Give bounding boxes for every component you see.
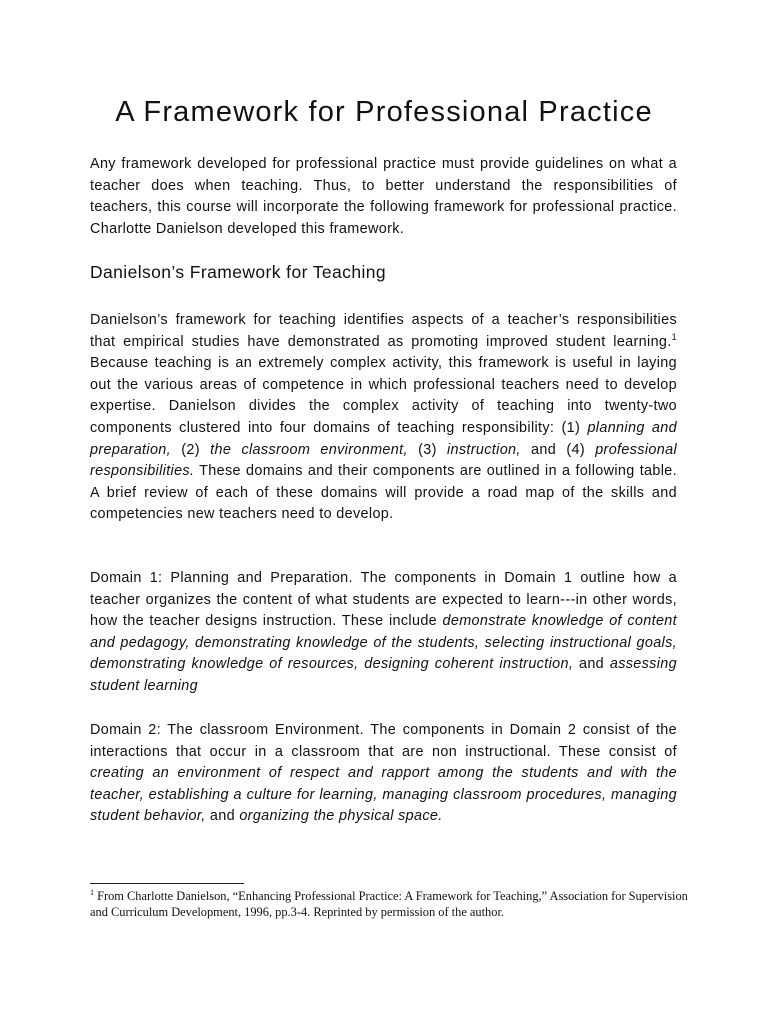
paragraph-text: Because teaching is an extremely complex activity, this framework is useful in laying out the various areas of competence in which professional teachers need to develop expertise. Danielson divides the complex activity of teaching into twenty-two components clustered into four domains of teaching responsibility: (1): [90, 355, 677, 436]
footnote-marker: 1: [90, 888, 94, 897]
footnote-divider: [90, 883, 244, 884]
footnote-reference: 1: [671, 331, 677, 342]
domain2-components-last: organizing the physical space.: [239, 808, 443, 825]
domain1-components-last: assessing student learning: [90, 656, 677, 694]
footnote: [90, 889, 690, 920]
page-title: A Framework for Professional Practice: [115, 96, 653, 128]
domain2-paragraph: [90, 720, 677, 828]
domain1-components: demonstrate knowledge of content and pedagogy, demonstrating knowledge of the students, selecting instructional goals, demonstrating knowledge of resources, designing coherent instruction,: [90, 613, 678, 673]
footnote-text: From Charlotte Danielson, “Enhancing Professional Practice: A Framework for Teaching,” Association for Supervision and Curriculum Development, 1996, pp.3-4. Reprinted by permission of the author.: [90, 889, 688, 919]
intro-paragraph: Any framework developed for professional practice must provide guidelines on what a teacher does when teaching. Thus, to better understand the responsibilities of teachers, this course will incorporate the following framework for professional practice. Charlotte Danielson developed this framework.: [90, 156, 677, 237]
framework-paragraph: [90, 310, 677, 526]
domain-name-1: planning and preparation,: [90, 419, 677, 458]
paragraph-text: Domain 1: Planning and Preparation. The components in Domain 1 outline how a teacher organizes the content of what students are expected to learn---in other words, how the teacher designs instruction. These include: [90, 570, 677, 630]
paragraph-text: and: [573, 656, 610, 673]
paragraph-text: (2): [171, 441, 211, 458]
paragraph-text: These domains and their components are outlined in a following table. A brief review of each of these domains will provide a road map of the skills and competencies new teachers need to develop.: [90, 463, 677, 523]
paragraph-text: (3): [407, 441, 447, 458]
domain1-paragraph: [90, 568, 677, 698]
domain-name-3: instruction,: [446, 441, 521, 458]
section-heading: Danielson’s Framework for Teaching: [90, 262, 387, 282]
paragraph-text: Domain 2: The classroom Environment. The components in Domain 2 consist of the interactions that occur in a classroom that are non instructional. These consist of: [90, 722, 677, 760]
domain-name-2: the classroom environment,: [210, 441, 408, 458]
paragraph-text: Danielson’s framework for teaching identifies aspects of a teacher’s responsibilities that empirical studies have demonstrated as promoting improved student learning.: [90, 312, 677, 350]
domain2-components: creating an environment of respect and rapport among the students and with the teacher, establishing a culture for learning, managing classroom procedures, managing student behavior,: [90, 765, 677, 825]
domain-name-4: professional responsibilities.: [90, 441, 677, 480]
paragraph-text: and: [205, 808, 240, 825]
paragraph-text: and (4): [520, 441, 596, 458]
